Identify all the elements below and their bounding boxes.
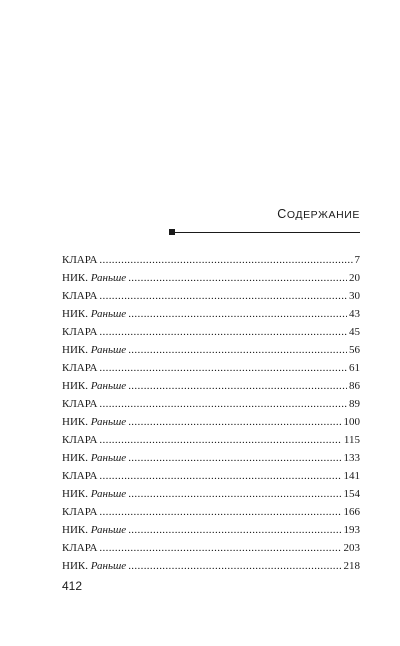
toc-entry-page: 61 xyxy=(349,362,360,374)
toc-entry-page: 166 xyxy=(343,506,360,518)
dot-leader xyxy=(128,557,341,575)
dot-leader xyxy=(99,467,341,485)
toc-entry xyxy=(62,431,360,449)
dot-leader xyxy=(99,395,347,413)
toc-entry xyxy=(62,503,360,521)
toc-entry-title xyxy=(62,413,126,431)
toc-entry xyxy=(62,413,360,431)
toc-entry-title xyxy=(62,449,126,467)
toc-heading-rest: ОДЕРЖАНИЕ xyxy=(286,209,360,221)
toc-entry-page: 141 xyxy=(343,470,360,482)
toc-entry-subtitle: Раньше xyxy=(90,272,127,284)
toc-entry-name: НИК. xyxy=(62,452,88,464)
toc-entry-page: 30 xyxy=(349,290,360,302)
toc-entry-page: 89 xyxy=(349,398,360,410)
toc-entry-subtitle: Раньше xyxy=(90,560,127,572)
dot-leader xyxy=(99,539,341,557)
toc-entry-title xyxy=(62,269,126,287)
toc-entry-title xyxy=(62,323,97,341)
toc-entry-page: 115 xyxy=(343,434,360,446)
toc-entry-page: 56 xyxy=(349,344,360,356)
dot-leader xyxy=(99,359,347,377)
toc-entry-title xyxy=(62,539,97,557)
dot-leader xyxy=(99,251,352,269)
dot-leader xyxy=(99,287,347,305)
toc-entry-name: КЛАРА xyxy=(62,434,98,446)
toc-entry-title xyxy=(62,359,97,377)
toc-entry xyxy=(62,557,360,575)
toc-entry-name: КЛАРА xyxy=(62,542,98,554)
toc-entry-page: 20 xyxy=(349,272,360,284)
toc-entry-title xyxy=(62,341,126,359)
toc-list xyxy=(62,251,360,575)
dot-leader xyxy=(128,521,341,539)
toc-entry-name: НИК. xyxy=(62,380,88,392)
toc-entry xyxy=(62,485,360,503)
toc-heading xyxy=(277,207,360,221)
toc-entry-page: 218 xyxy=(343,560,360,572)
toc-entry-title xyxy=(62,287,97,305)
toc-entry-subtitle: Раньше xyxy=(90,416,127,428)
toc-entry-name: КЛАРА xyxy=(62,362,98,374)
dot-leader xyxy=(128,377,347,395)
toc-entry xyxy=(62,287,360,305)
toc-entry-title xyxy=(62,503,97,521)
toc-entry-name: НИК. xyxy=(62,488,88,500)
toc-entry-name: КЛАРА xyxy=(62,470,98,482)
toc-entry xyxy=(62,341,360,359)
toc-entry-title xyxy=(62,431,97,449)
toc-entry-page: 7 xyxy=(354,254,360,266)
toc-entry xyxy=(62,359,360,377)
toc-entry-name: КЛАРА xyxy=(62,398,98,410)
toc-entry-title xyxy=(62,305,126,323)
dot-leader xyxy=(128,413,341,431)
toc-entry xyxy=(62,305,360,323)
toc-entry-page: 203 xyxy=(343,542,360,554)
toc-entry xyxy=(62,323,360,341)
toc-entry xyxy=(62,395,360,413)
toc-entry-subtitle: Раньше xyxy=(90,380,127,392)
toc-entry-page: 100 xyxy=(343,416,360,428)
toc-entry-page: 86 xyxy=(349,380,360,392)
toc-entry-subtitle: Раньше xyxy=(90,308,127,320)
toc-entry xyxy=(62,467,360,485)
toc-entry-name: НИК. xyxy=(62,344,88,356)
toc-entry-title xyxy=(62,521,126,539)
toc-entry xyxy=(62,539,360,557)
toc-entry xyxy=(62,377,360,395)
toc-entry xyxy=(62,521,360,539)
toc-entry-subtitle: Раньше xyxy=(90,524,127,536)
toc-entry xyxy=(62,251,360,269)
toc-entry-name: НИК. xyxy=(62,272,88,284)
dot-leader xyxy=(128,449,341,467)
toc-entry-name: КЛАРА xyxy=(62,290,98,302)
toc-entry-page: 133 xyxy=(343,452,360,464)
toc-entry-name: КЛАРА xyxy=(62,506,98,518)
toc-entry-title xyxy=(62,467,97,485)
toc-entry-name: НИК. xyxy=(62,524,88,536)
dot-leader xyxy=(128,305,347,323)
toc-entry-title xyxy=(62,395,97,413)
toc-entry-page: 45 xyxy=(349,326,360,338)
toc-entry-subtitle: Раньше xyxy=(90,452,127,464)
toc-entry-name: НИК. xyxy=(62,416,88,428)
toc-heading-initial: С xyxy=(277,207,287,221)
toc-entry-name: НИК. xyxy=(62,308,88,320)
toc-entry-page: 193 xyxy=(343,524,360,536)
dot-leader xyxy=(99,503,341,521)
toc-entry-name: НИК. xyxy=(62,560,88,572)
dot-leader xyxy=(128,269,347,287)
toc-entry-name: КЛАРА xyxy=(62,326,98,338)
toc-entry-subtitle: Раньше xyxy=(90,488,127,500)
toc-entry-title xyxy=(62,377,126,395)
dot-leader xyxy=(99,323,347,341)
dot-leader xyxy=(128,341,347,359)
page-number: 412 xyxy=(62,579,83,593)
toc-entry-subtitle: Раньше xyxy=(90,344,127,356)
dot-leader xyxy=(99,431,342,449)
toc-entry-title xyxy=(62,251,97,269)
toc-entry-page: 154 xyxy=(343,488,360,500)
toc-entry-title xyxy=(62,557,126,575)
toc-entry-page: 43 xyxy=(349,308,360,320)
toc-entry-name: КЛАРА xyxy=(62,254,98,266)
toc-entry xyxy=(62,269,360,287)
toc-entry-title xyxy=(62,485,126,503)
dot-leader xyxy=(128,485,341,503)
toc-entry xyxy=(62,449,360,467)
heading-rule xyxy=(170,232,360,233)
